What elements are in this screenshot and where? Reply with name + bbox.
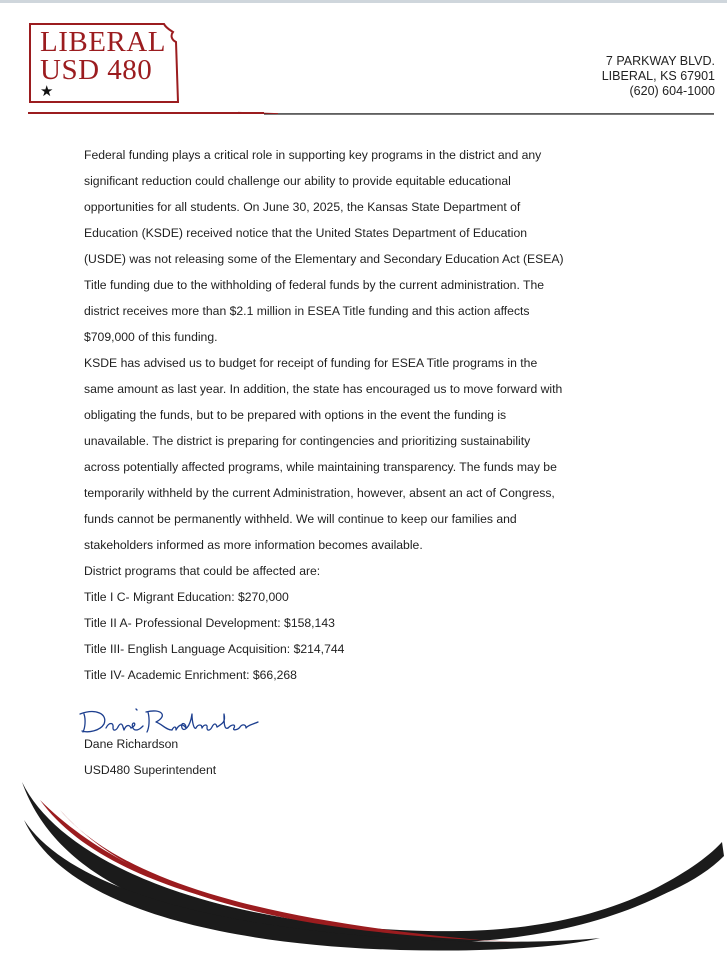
text-line: temporarily withheld by the current Administration, however, absent an act of Congress, — [84, 486, 555, 500]
text-line: KSDE has advised us to budget for receipt of funding for ESEA Title programs in the — [84, 356, 538, 370]
text-line: (USDE) was not releasing some of the Elementary and Secondary Education Act (ESEA) — [84, 252, 564, 266]
program-item: Title IV- Academic Enrichment: $66,268 — [84, 668, 297, 682]
star-icon: ★ — [40, 83, 54, 100]
text-line: district receives more than $2.1 million in ESEA Title funding and this action affects — [84, 304, 530, 318]
text-line: Federal funding plays a critical role in supporting key programs in the district and any — [84, 148, 542, 162]
programs-intro: District programs that could be affected are: — [84, 564, 321, 578]
text-line: unavailable. The district is preparing for contingencies and prioritizing sustainability — [84, 434, 531, 448]
letter-body — [84, 142, 604, 688]
program-item: Title II A- Professional Development: $158,143 — [84, 616, 335, 630]
paragraph-1 — [84, 142, 604, 350]
text-line: obligating the funds, but to be prepared with options in the event the funding is — [84, 408, 507, 422]
handwritten-signature — [76, 700, 266, 740]
paragraph-2 — [84, 350, 604, 558]
logo-text-liberal: LIBERAL — [40, 26, 166, 58]
address-phone: (620) 604-1000 — [629, 84, 715, 98]
footer-swoosh — [0, 770, 727, 953]
logo-text-usd: USD 480 — [40, 54, 153, 86]
scan-edge — [0, 0, 727, 3]
program-item: Title I C- Migrant Education: $270,000 — [84, 590, 289, 604]
text-line: significant reduction could challenge our ability to provide equitable educational — [84, 174, 511, 188]
address-block — [602, 54, 715, 99]
address-city: LIBERAL, KS 67901 — [601, 69, 715, 83]
header-rule — [28, 110, 714, 116]
text-line: opportunities for all students. On June 30, 2025, the Kansas State Department of — [84, 200, 521, 214]
text-line: Education (KSDE) received notice that the United States Department of Education — [84, 226, 528, 240]
text-line: funds cannot be permanently withheld. We will continue to keep our families and — [84, 512, 517, 526]
text-line: across potentially affected programs, while maintaining transparency. The funds may be — [84, 460, 557, 474]
text-line: $709,000 of this funding. — [84, 330, 218, 344]
text-line: Title funding due to the withholding of federal funds by the current administration. The — [84, 278, 545, 292]
signer-name: Dane Richardson — [84, 737, 179, 751]
program-item: Title III- English Language Acquisition: $214,744 — [84, 642, 345, 656]
district-logo — [28, 22, 188, 104]
signer-title: USD480 Superintendent — [84, 763, 217, 777]
text-line: stakeholders informed as more information becomes available. — [84, 538, 423, 552]
address-street: 7 PARKWAY BLVD. — [605, 54, 715, 68]
text-line: same amount as last year. In addition, the state has encouraged us to move forward with — [84, 382, 563, 396]
